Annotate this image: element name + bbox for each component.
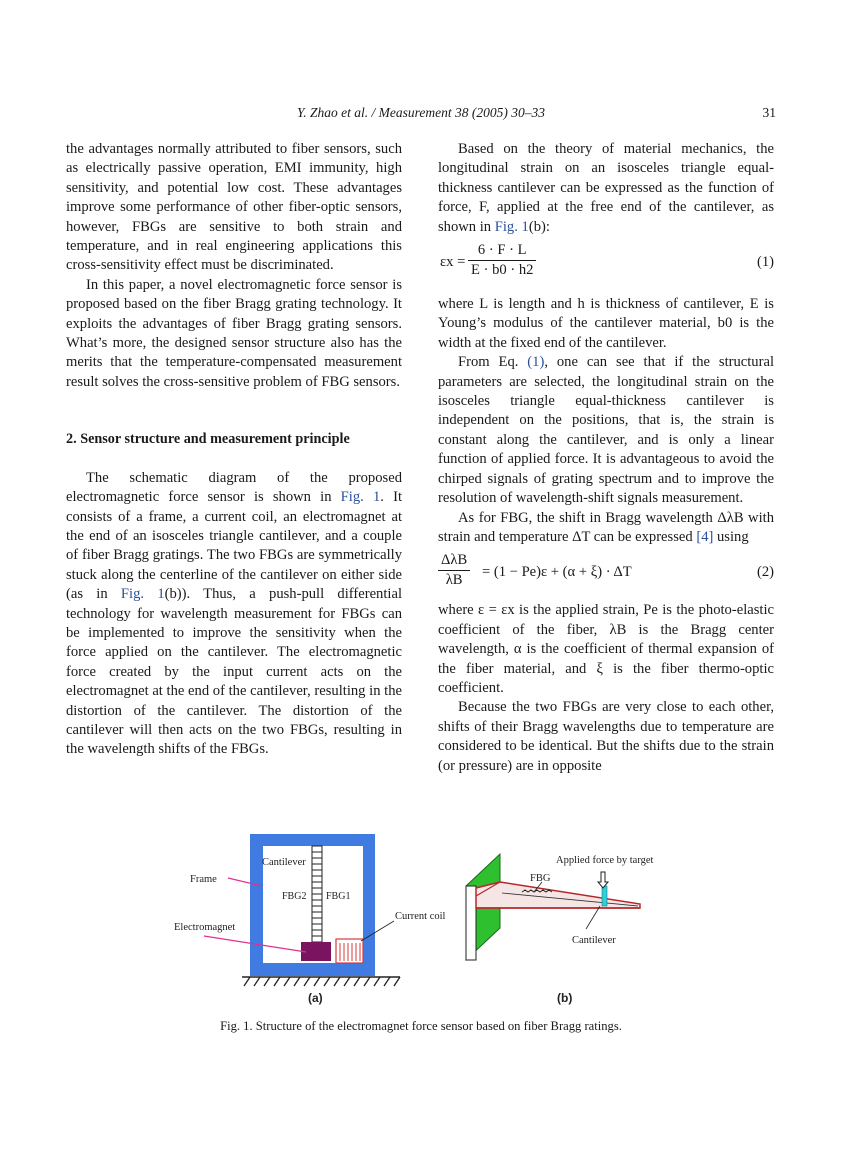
equation-denominator: E · b0 · h2 <box>471 262 534 279</box>
label-cantilever: Cantilever <box>262 857 306 868</box>
frame-left <box>250 834 263 976</box>
equation-fraction <box>438 551 470 590</box>
paragraph: Based on the theory of material mechanics, the longitudinal strain on an isosceles triangle equal-thickness cantilever can be expressed as the function of force, F, applied at the free end of the cantilever, as shown in Fig. 1(b): <box>438 141 774 235</box>
figure-1-drawing <box>170 826 670 1016</box>
figure-link[interactable]: Fig. 1 <box>340 489 381 506</box>
equation-2 <box>438 551 774 595</box>
equation-lhs: εx = <box>440 254 466 271</box>
panel-a <box>174 834 446 1005</box>
equation-denominator: λB <box>445 572 463 589</box>
force-arrow <box>598 872 608 888</box>
label-applied-force: Applied force by target <box>556 855 654 866</box>
label-fbg1: FBG1 <box>326 891 351 902</box>
figure-link[interactable]: Fig. 1 <box>494 218 529 235</box>
right-column <box>438 140 774 776</box>
frame-right <box>363 834 375 976</box>
equation-number: (2) <box>756 564 774 581</box>
paragraph: From Eq. (1), one can see that if the structural parameters are selected, the longitudinal strain on the isosceles triangle equal-thickness cantilever is independent on the positions, that is, the strain is constant along the cantilever, and is only a linear function of applied force. It is advantageous to avoid the chirped signals of grating spectrum and to improve the resolution of wavelength-shift signals measurement. <box>438 354 774 507</box>
figure-1 <box>170 826 670 1016</box>
section-heading: 2. Sensor structure and measurement principle <box>66 431 350 448</box>
equation-numerator: 6 · F · L <box>468 241 536 261</box>
label-electromagnet: Electromagnet <box>174 922 236 933</box>
equation-number: (1) <box>756 254 774 271</box>
figure-link[interactable]: Fig. 1 <box>120 586 165 603</box>
paragraph: where ε = εx is the applied strain, Pe is the photo-elastic coefficient of the fiber, λB is the Bragg center wavelength, α is the coefficient of thermal expansion of the fiber material, and ξ is the fiber thermo-optic coefficient. <box>438 602 774 696</box>
target-rod <box>602 886 607 906</box>
equation-rhs: = (1 − Pe)ε + (α + ξ) · ΔT <box>482 564 632 581</box>
equation-link[interactable]: (1) <box>527 354 545 371</box>
label-fbg2: FBG2 <box>282 891 307 902</box>
panel-label-a: (a) <box>308 991 323 1005</box>
paragraph: where L is length and h is thickness of cantilever, E is Young’s modulus of the cantilever material, b0 is the width at the fixed end of the cantilever. <box>438 296 774 351</box>
equation-numerator: ΔλB <box>438 551 470 571</box>
panel-b <box>466 854 654 1005</box>
running-title: Y. Zhao et al. / Measurement 38 (2005) 30–33 <box>297 105 545 120</box>
paragraph: As for FBG, the shift in Bragg wavelength ΔλB with strain and temperature ΔT can be expressed [4] using <box>438 509 774 545</box>
left-column <box>66 140 402 760</box>
paragraph: Because the two FBGs are very close to each other, shifts of their Bragg wavelengths due to temperature are considered to be identical. But the shifts due to the strain (or pressure) are in opposite <box>438 699 774 774</box>
frame-top <box>250 834 375 846</box>
label-cantilever-b: Cantilever <box>572 935 616 946</box>
paragraph: The schematic diagram of the proposed electromagnetic force sensor is shown in Fig. 1. It consists of a frame, a current coil, an electromagnet at the end of an isosceles triangle cantilever, and a couple of fiber Bragg gratings. The two FBGs are symmetrically stuck along the centerline of the cantilever on either side (as in Fig. 1(b)). Thus, a push-pull differential technology for wavelength measurement for FBGs can be implemented to improve the sensitivity when the force applied on the cantilever. The electromagnetic force created by the input current acts on the electromagnet at the end of the cantilever, resulting in the distortion of the cantilever. The distortion of the cantilever will then acts on the two FBGs, resulting in the wavelength shifts of the FBGs. <box>66 469 403 758</box>
citation-link[interactable]: [4] <box>696 528 714 545</box>
label-current-coil: Current coil <box>395 911 446 922</box>
paragraph: the advantages normally attributed to fiber sensors, such as electrically passive operation, EMI immunity, high sensitivity, and potential low cost. These advantages improve some performance of other fiber-optic sensors, however, FBGs are sensitive to both strain and temperature, and in real engineering applications this cross-sensitivity effect must be discriminated. <box>66 141 402 274</box>
label-fbg: FBG <box>530 873 551 884</box>
equation-1 <box>438 241 774 289</box>
panel-label-b: (b) <box>557 991 573 1005</box>
paragraph: In this paper, a novel electromagnetic force sensor is proposed based on the fiber Bragg grating technology. It exploits the advantages of fiber Bragg grating sensors. What’s more, the designed sensor structure also has the merits that the temperature-compensated measurement result solves the cross-sensitive problem of FBG sensors. <box>66 276 402 390</box>
label-frame: Frame <box>190 874 217 885</box>
page-number: 31 <box>762 105 776 120</box>
figure-caption: Fig. 1. Structure of the electromagnet force sensor based on fiber Bragg ratings. <box>220 1019 622 1033</box>
frame-base <box>250 963 375 976</box>
equation-fraction <box>468 241 536 280</box>
